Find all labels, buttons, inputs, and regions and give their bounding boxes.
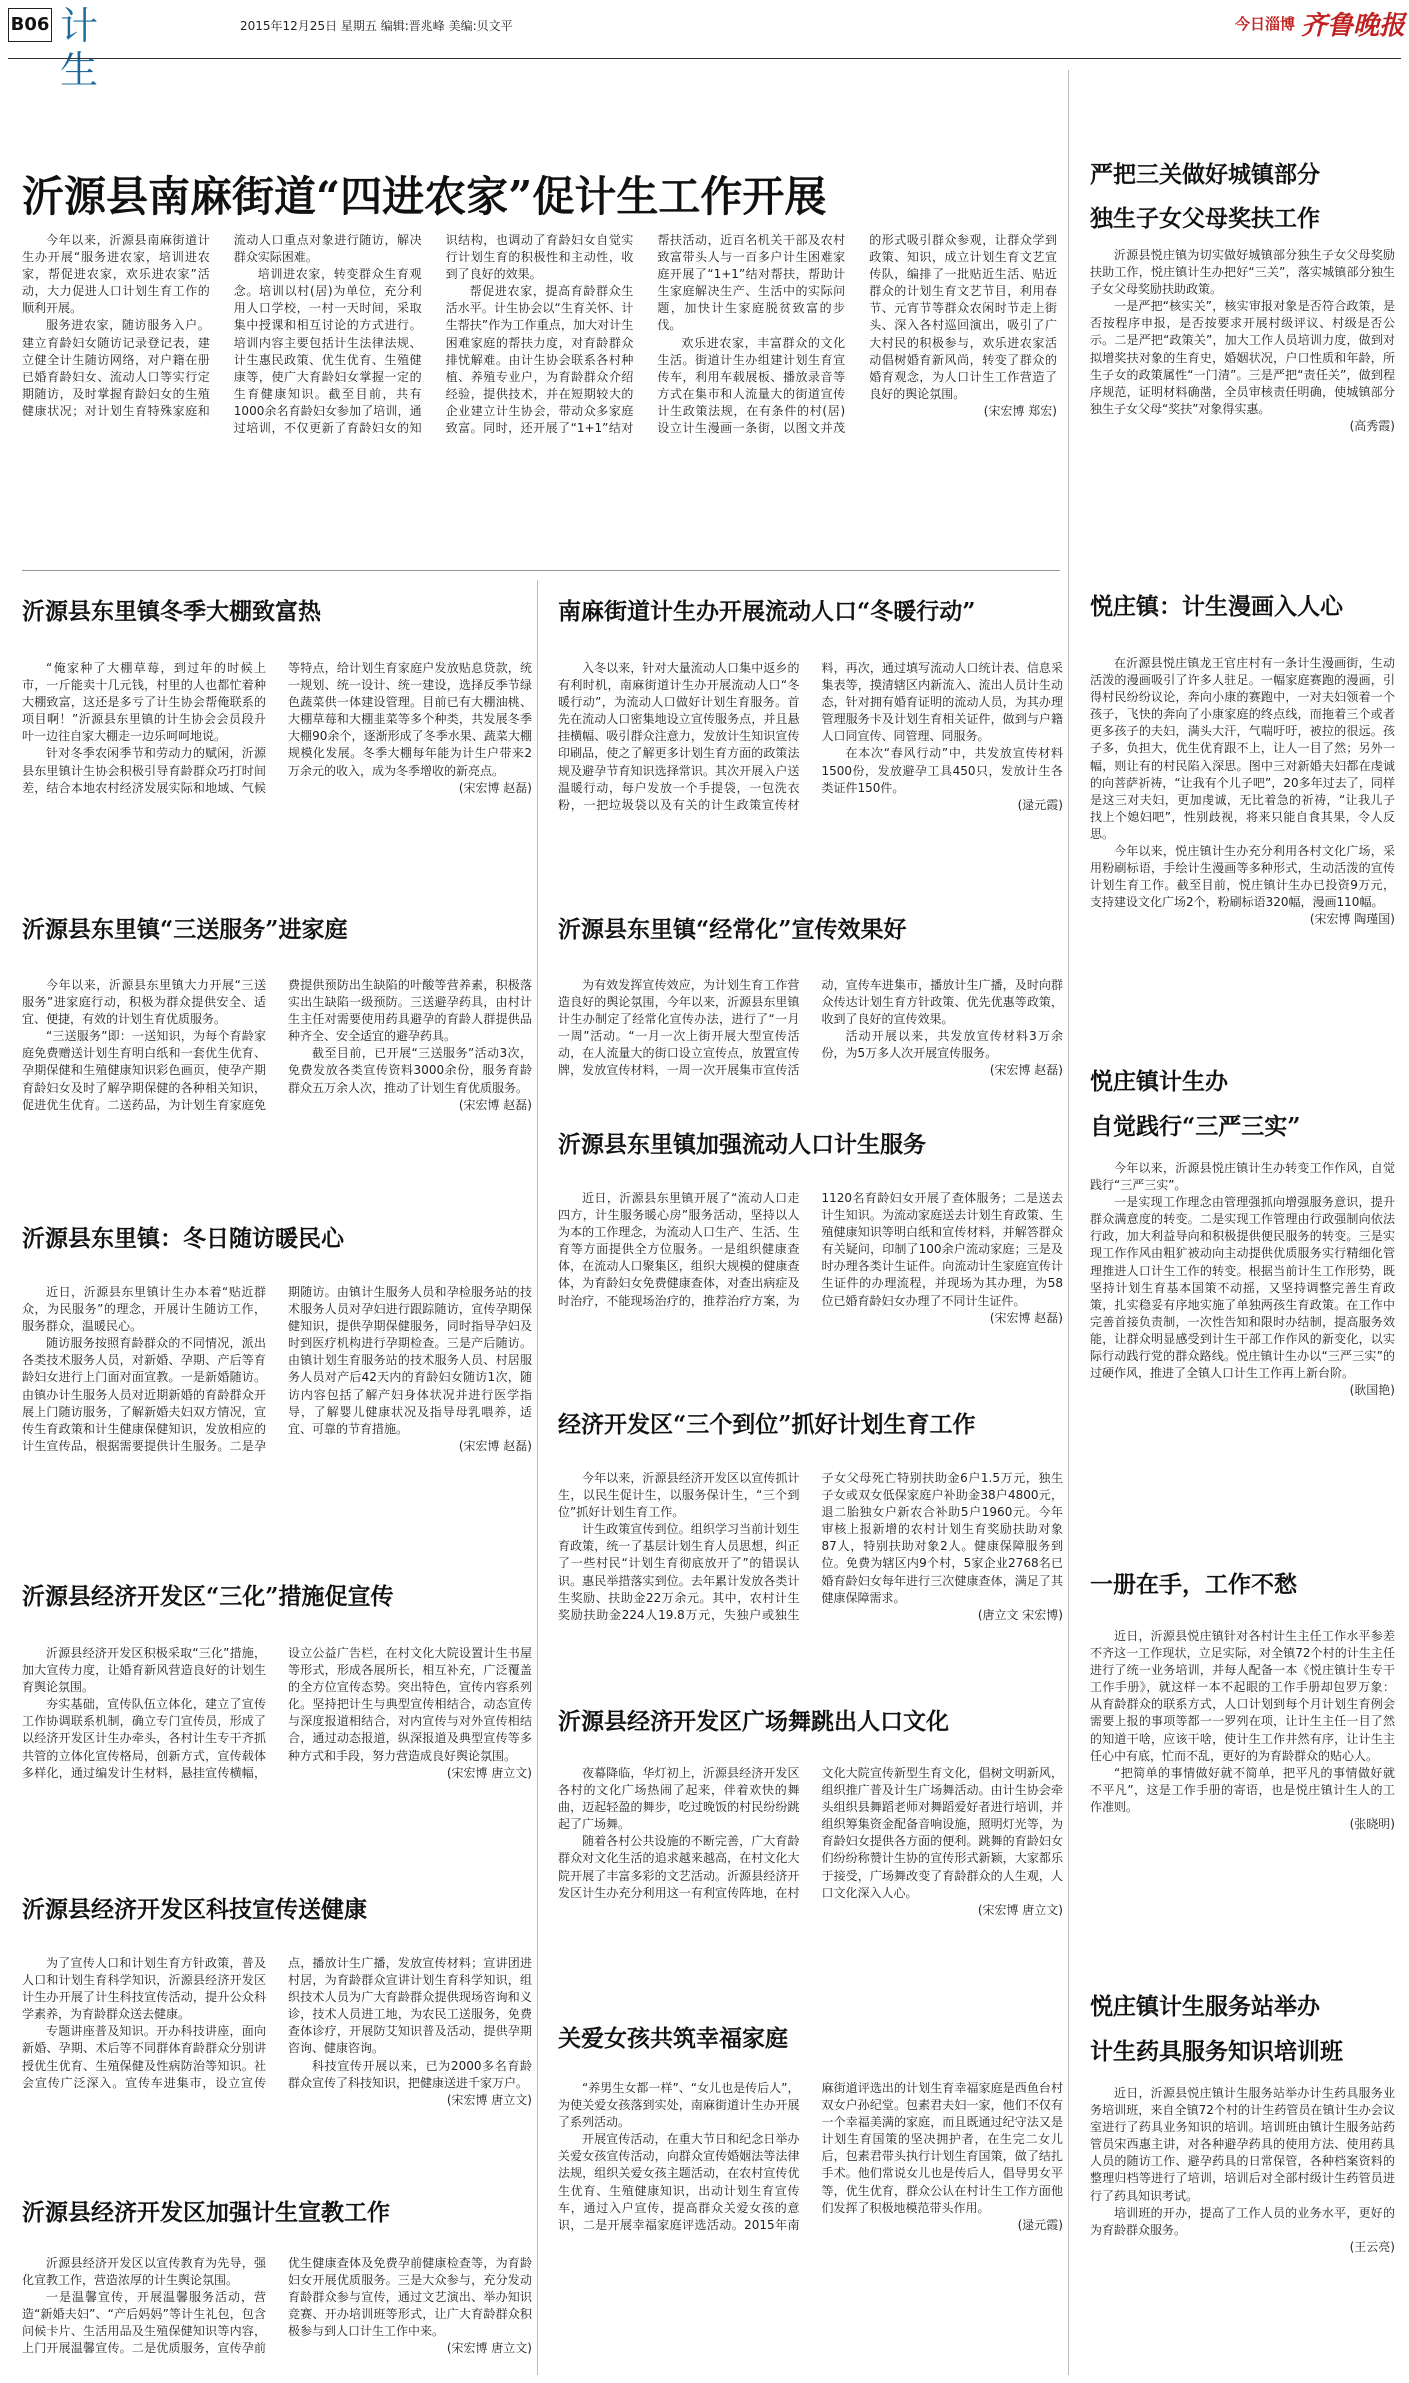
paragraph: 夜幕降临，华灯初上，沂源县经济开发区各村的文化广场热闹了起来，伴着欢快的舞曲，迈起轻盈的舞步，吃过晚饭的村民纷纷跳起了广场舞。 xyxy=(558,1766,800,1832)
byline: (宋宏博 赵磊) xyxy=(458,1438,532,1453)
paragraph: 一是严把“核实关”，核实审报对象是否符合政策，是否按程序申报，是否按要求开展村级评议、村级是否公示。二是严把“政策关”，加大工作人员培训力度，做到对拟增奖扶对象的生育史，婚姻状况，户口性质和年龄，所生子女的政策属性“一门清”。三是严把“责任关”，做到程序规范，证明材料确凿，全员审核责任明确，使城镇部分独生子女父母“奖扶”对象得实惠。 xyxy=(1090,299,1395,416)
paragraph: 针对冬季农闲季节和劳动力的赋闲，沂源县东里镇计生协会积极引导育龄群众巧打时间差，结合本地农村经济发展实际和地域、气候等特点，给计划生育家庭户发放贴息贷款，统一规划、统一设计、统一建设，选择反季节绿色蔬菜供一体建设管理。目前已有大棚油桃、大棚草莓和大棚韭菜等多个种类，共发展冬季大棚90余个，逐渐形成了冬季水果、蔬菜大棚规模化发展。冬季大棚每年能为计生户带来2万余元的收入，成为冬季增收的新亮点。 xyxy=(22,661,532,795)
article-headline: 一册在手，工作不愁 xyxy=(1090,1571,1297,1598)
paragraph: 沂源县悦庄镇为切实做好城镇部分独生子女父母奖励扶助工作，悦庄镇计生办把好“三关”，落实城镇部分独生子女父母奖励扶助政策。 xyxy=(1090,248,1395,297)
article-body xyxy=(22,2255,532,2373)
right-column-separator xyxy=(1068,70,1069,2375)
page-number: B06 xyxy=(10,14,50,35)
byline: (宋宏博 唐立文) xyxy=(446,2092,532,2107)
lead-headline: 沂源县南麻街道“四进农家”促计生工作开展 xyxy=(22,172,827,221)
paragraph: 今年以来，沂源县南麻街道计生办开展“服务进农家，培训进农家，帮促进农家，欢乐进农家”活动，大力促进人口计划生育工作的顺利开展。 xyxy=(22,233,210,316)
paragraph: 欢乐进农家，丰富群众的文化生活。街道计生办组建计划生育宣传车，利用车载展板、播放录音等方式在集市和人流量大的街道宣传计生政策法规，在有条件的村(居)设立计生漫画一条街，以图文并茂的形式吸引群众参观，让群众学到政策、知识，成立计划生育文艺宣传队，编排了一批贴近生活、贴近群众的计划生育文艺节目，利用春节、元宵节等群众农闲时节走上街头、深入各村巡回演出，吸引了广大村民的积极参与，欢乐进农家活动倡树婚育新风尚，转变了群众的婚育观念，为人口计生工作营造了良好的舆论氛围。 xyxy=(657,233,1057,436)
section-rule xyxy=(22,570,1060,571)
byline: (耿国艳) xyxy=(1349,1383,1395,1398)
masthead-logo xyxy=(1175,8,1405,41)
paragraph: 夯实基础，宣传队伍立体化，建立了宣传工作协调联系机制，确立专门宣传员，形成了以经济开发区计生办牵头，各村计生专干齐抓共管的立体化宣传格局，创新方式，宣传载体多样化，通过编发计生材料，悬挂宣传横幅，设立公益广告栏，在村文化大院设置计生书屋等形式，形成各展所长，相互补充，广泛覆盖的全方位宣传态势。突出特色，宣传内容系列化。坚持把计生与典型宣传相结合，动态宣传与深度报道相结合，对内宣传与对外宣传相结合，通过动态报道，纵深报道及典型宣传等多种方式和手段，努力营造成良好舆论氛围。 xyxy=(22,1646,532,1780)
article-headline: 沂源县东里镇冬季大棚致富热 xyxy=(22,598,321,625)
paragraph: 在本次“春风行动”中，共发放宣传材料1500份，发放避孕工具450只，发放计生各类证件150件。 xyxy=(821,746,1063,795)
paragraph: 在沂源县悦庄镇龙王官庄村有一条计生漫画街，生动活泼的漫画吸引了许多人驻足。一幅家庭赛跑的漫画，引得村民纷纷议论，奔向小康的赛跑中，一对夫妇领着一个孩子，飞快的奔向了小康家庭的终点线，而拖着三个或者更多孩子的夫妇，满头大汗，气喘吁吁，被拉的很远。孩子多，负担大，优生优育跟不上，让人一目了然；另外一幅，则让有的村民陷入深思。图中三对新婚夫妇都在虔诚的向菩萨祈祷，“让我有个儿子吧”，20多年过去了，同样是这三对夫妇，更加虔诚，无比着急的祈祷，“让我儿子找上个媳妇吧”，性别歧视，将来只能自食其果，令人反思。 xyxy=(1090,656,1395,841)
article-headline: 悦庄镇计生办 xyxy=(1090,1068,1228,1095)
article-body xyxy=(22,977,532,1189)
article-headline: 经济开发区“三个到位”抓好计划生育工作 xyxy=(558,1411,976,1438)
article-headline: 严把三关做好城镇部分 xyxy=(1090,161,1320,188)
paragraph: 一是实现工作理念由管理强抓向增强服务意识，提升群众满意度的转变。二是实现工作管理由行政强制向依法行政，加大利益导向和积极提供便民服务的转变。三是实现工作作风由粗犷被动向主动提供优质服务实行精细化管理推进人口计生工作的转变。根据当前计生工作形势，既坚持计划生育基本国策不动摇，又坚持调整完善生育政策，扎实稳妥有序地实施了单独两孩生育政策。在工作中完善首接负责制，一次性告知和限时办结制，提高服务效能，让群众明显感受到计生干部工作作风的新变化，以实际行动践行党的群众路线。悦庄镇计生办以“三严三实”的过硬作风，推进了全镇人口计生工作再上新台阶。 xyxy=(1090,1195,1395,1381)
brand-name: 齐鲁晚报 xyxy=(1300,10,1405,41)
article-body xyxy=(558,2080,1063,2372)
paragraph: 今年以来，沂源县悦庄镇计生办转变工作作风，自觉践行“三严三实”。 xyxy=(1090,1161,1395,1193)
issue-info: 2015年12月25日 星期五 编辑:晋兆峰 美编:贝文平 xyxy=(240,19,513,33)
article-body xyxy=(1090,1160,1395,1508)
article-body xyxy=(22,660,532,878)
paragraph: 一是温馨宣传，开展温馨服务活动，营造“新婚夫妇”、“产后妈妈”等计生礼包，包含问候卡片、生活用品及生殖保健知识等内容，上门开展温馨宣传。二是优质服务，宣传孕前优生健康查体及免费孕前健康检查等，为育龄妇女开展优质服务。三是大众参与，充分发动育龄群众参与宣传，通过文艺演出、举办知识竞赛、开办培训班等形式，让广大育龄群众积极参与到人口计生工作中来。 xyxy=(22,2256,532,2356)
byline: (宋宏博 赵磊) xyxy=(989,1063,1063,1078)
paragraph: “把简单的事情做好就不简单，把平凡的事情做好就不平凡”，这是工作手册的寄语，也是悦庄镇计生人的工作准则。 xyxy=(1090,1765,1395,1814)
paragraph: 今年以来，悦庄镇计生办充分利用各村文化广场，采用粉刷标语，手绘计生漫画等多种形式，生动活泼的宣传计划生育工作。截至目前，悦庄镇计生办已投资9万元，支持建设文化广场2个，粉刷标语320幅，漫画110幅。 xyxy=(1090,844,1395,910)
article-headline: 沂源县经济开发区“三化”措施促宣传 xyxy=(22,1583,394,1610)
paragraph: 为有效发挥宣传效应，为计划生育工作营造良好的舆论氛围，今年以来，沂源县东里镇计生办制定了经常化宣传办法，进行了“一月一周”活动。“一月一次上街开展大型宣传活动，在人流量大的街口设立宣传点，放置宣传牌，发放宣传材料，一周一次开展集市宣传活动，宣传车进集市，播放计生广播，及时向群众传达计划生育方针政策、优先优惠等政策，收到了良好的宣传效果。 xyxy=(558,978,1063,1078)
paragraph: 培训班的开办，提高了工作人员的业务水平，更好的为育龄群众服务。 xyxy=(1090,2205,1395,2237)
byline: (逯元霞) xyxy=(1017,797,1063,812)
paragraph: 截至目前，已开展“三送服务”活动3次，免费发放各类宣传资料3000余份，服务育龄群众五万余人次，推动了计划生育优质服务。 xyxy=(288,1046,532,1095)
byline: (宋宏博 郑宏) xyxy=(983,403,1057,418)
byline: (高秀霞) xyxy=(1349,418,1395,433)
paragraph: 入冬以来，针对大量流动人口集中返乡的有利时机，南麻街道计生办开展流动人口“冬暖行动”，为流动人口做好计划生育服务。首先在流动人口密集地设立宣传服务点，并且悬挂横幅、吸引群众注意力，发放计生知识宣传印刷品，使之了解更多计划生育方面的政策法规及避孕节育知识选择常识。其次开展入户送温暖行动，每户发放一个手提袋，一包洗衣粉，一把垃圾袋以及有关的计生政策宣传材料，再次，通过填写流动人口统计表、信息采集表等，摸清辖区内新流入、流出人员计生动态，针对拥有婚育证明的流动人员，为其办理管理服务卡及计划生育相关证件，做到与户籍人口同宣传、同管理、同服务。 xyxy=(558,661,1063,812)
paragraph: 近日，沂源县悦庄镇计生服务站举办计生药具服务业务培训班，来自全镇72个村的计生药管员在镇计生办会议室进行了药具业务知识的培训。培训班由镇计生服务站药管员宋西惠主讲，对各种避孕药具的使用方法、使用药具人员的随访工作、避孕药具的日常保管，各种档案资料的整理归档等进行了培训，培训后对全部村级计生药管员进行了药具知识考试。 xyxy=(1090,2086,1395,2203)
article-headline: 悦庄镇：计生漫画入人心 xyxy=(1090,593,1343,620)
article-body xyxy=(558,977,1063,1111)
article-headline: 悦庄镇计生服务站举办 xyxy=(1090,1993,1320,2020)
paragraph: 开展宣传活动，在重大节日和纪念日举办关爱女孩宣传活动，向群众宣传婚姻法等法律法规，组织关爱女孩主题活动，在农村宣传优生优育、生殖健康知识，出动计划生育宣传车，通过入户宣传，提高群众关爱女孩的意识，二是开展幸福家庭评选活动。2015年南麻街道评选出的计划生育幸福家庭是西鱼台村双女户孙纪堂。包素君夫妇一家，他们不仅有一个幸福美满的家庭，而且既通过纪守法又是计划生育国策的坚决拥护者，在生完二女儿后，包素君带头执行计划生育国策，做了结扎手术。他们常说女儿也是传后人，倡导男女平等，优生优育，群众公认在村计生工作方面他们发挥了积极地模范带头作用。 xyxy=(558,2081,1063,2232)
paragraph: 培训进农家，转变群众生育观念。培训以村(居)为单位，充分利用人口学校，一村一天时间，采取集中授课和相互讨论的方式进行。培训内容主要包括计生法律法规、计生惠民政策、优生优育、生殖健康等，使广大育龄妇女掌握一定的生育健康知识。截至目前，共有1000余名育龄妇女参加了培训，通过培训，不仅更新了育龄妇女的知识结构，也调动了育龄妇女自觉实行计划生育的积极性和主动性，收到了良好的效果。 xyxy=(233,233,634,436)
article-body xyxy=(558,1190,1063,1376)
lead-article-body xyxy=(22,232,1057,558)
article-headline: 沂源县东里镇“经常化”宣传效果好 xyxy=(558,916,907,943)
article-headline: 沂源县经济开发区广场舞跳出人口文化 xyxy=(558,1708,949,1735)
paragraph: 计生政策宣传到位。组织学习当前计划生育政策，统一了基层计划生育人员思想，纠正了一些村民“计划生育彻底放开了”的错误认识。惠民举措落实到位。去年累计发放各类计生奖励、扶助金22万余元。其中，农村计生奖励扶助金224人19.8万元，失独户或独生子女父母死亡特别扶助金6户1.5万元，独生子女或双女低保家庭户补助金38户4800元，退二胎独女户新农合补助5户1960元。今年审核上报新增的农村计划生育奖励扶助对象87人，特别扶助对象2人。健康保障服务到位。免费为辖区内9个村，5家企业2768名已婚育龄妇女每年进行三次健康查体，满足了其健康保障需求。 xyxy=(558,1471,1063,1622)
byline: (宋宏博 唐立文) xyxy=(446,2341,532,2356)
article-body xyxy=(1090,655,1395,1050)
byline: (宋宏博 唐立文) xyxy=(446,1765,532,1780)
brand-tag: 今日淄博 xyxy=(1234,14,1295,33)
paragraph: 沂源县经济开发区以宣传教育为先导，强化宣教工作，营造浓厚的计生舆论氛围。 xyxy=(22,2256,266,2288)
paragraph: 随访服务按照育龄群众的不同情况，派出各类技术服务人员，对新婚、孕期、产后等育龄妇女进行上门面对面宣教。一是新婚随访。由镇办计生服务人员对近期新婚的育龄群众开展上门随访服务，了解新婚夫妇双方情况，宣传生育政策和计生健康保健知识，发放相应的计生宣传品，根据需要提供计生服务。二是孕期随访。由镇计生服务人员和孕检服务站的技术服务人员对孕妇进行跟踪随访，宣传孕期保健知识，提供孕期保健服务，同时指导孕妇及时到医疗机构进行孕期检查。三是产后随访。由镇计划生育服务站的技术服务人员、村居服务人员对产后42天内的育龄妇女随访1次，随访内容包括了解产妇身体状况并进行医学指导，了解婴儿健康状况及指导母乳喂养，适宜、可靠的节育措施。 xyxy=(22,1285,532,1453)
paragraph: 近日，沂源县东里镇开展了“流动人口走四方，计生服务暖心房”服务活动，坚持以人为本的工作理念，为流动人口生产、生活、生育等方面提供全方位服务。一是组织健康查体，在流动人口聚集区，组织大规模的健康查体，为育龄妇女免费健康查体，对查出病症及时治疗，不能现场治疗的，推荐治疗方案，为1120名育龄妇女开展了查体服务；二是送去计生知识。为流动家庭送去计划生育政策、生殖健康知识等明白纸和宣传材料，并解答群众有关疑问，印制了100余户流动家庭；三是及时办理各类计生证件。向流动计生家庭宣传计生证件的办理流程，并现场为其办理，为58位已婚育龄妇女办理了不同计生证件。 xyxy=(558,1191,1063,1308)
article-headline: 沂源县东里镇：冬日随访暖民心 xyxy=(22,1225,344,1252)
article-body xyxy=(558,1470,1063,1670)
middle-column-separator xyxy=(537,580,538,2375)
article-headline: 独生子女父母奖扶工作 xyxy=(1090,205,1320,232)
byline: (宋宏博 唐立文) xyxy=(977,1902,1063,1917)
paragraph: 为了宣传人口和计划生育方针政策，普及人口和计划生育科学知识，沂源县经济开发区计生办开展了计生科技宣传活动，提升公众科学素养，为育龄群众送去健康。 xyxy=(22,1956,266,2022)
page-number-box xyxy=(8,8,52,42)
article-headline: 沂源县东里镇“三送服务”进家庭 xyxy=(22,916,348,943)
byline: (宋宏博 赵磊) xyxy=(458,780,532,795)
article-body xyxy=(1090,247,1395,563)
paragraph: 服务进农家，随访服务入户。建立育龄妇女随访记录登记表，建立健全计生随访网络，对户籍在册已婚育龄妇女、流动人口等实行定期随访，及时掌握育龄妇女的生殖健康状况；对计划生育特殊家庭和流动人口重点对象进行随访，解决群众实际困难。 xyxy=(22,233,422,418)
article-headline: 沂源县经济开发区加强计生宣教工作 xyxy=(22,2199,390,2226)
article-headline: 沂源县经济开发区科技宣传送健康 xyxy=(22,1896,367,1923)
byline: (宋宏博 陶瑾国) xyxy=(1309,912,1395,927)
paragraph: 随着各村公共设施的不断完善，广大育龄群众对文化生活的追求越来越高，在村文化大院开展了丰富多彩的文艺活动。沂源县经济开发区计生办充分利用这一有利宣传阵地，在村文化大院宣传新型生育文化，倡树文明新风，组织推广普及计生广场舞活动。由计生协会牵头组织县舞蹈老师对舞蹈爱好者进行培训，并组织筹集资金配备音响设施，照明灯光等，为育龄妇女提供各方面的便利。跳舞的育龄妇女们纷纷称赞计生协的宣传形式新颖，大家都乐于接受，广场舞改变了育龄群众的人生观，人口文化深入人心。 xyxy=(558,1766,1063,1900)
byline: (宋宏博 赵磊) xyxy=(458,1097,532,1112)
article-body xyxy=(558,1765,1063,1985)
paragraph: 帮促进农家，提高育龄群众生活水平。计生协会以“生育关怀、计生帮扶”作为工作重点，加大对计生困难家庭的帮扶力度，对育龄群众排忧解难。由计生协会联系各村种植、养殖专业户，为育龄群众介绍经验，提供技术，并在短期较大的企业建立计生协会，带动众多家庭致富。同时，还开展了“1+1”结对帮扶活动，近百名机关干部及农村致富带头人与一百多户计生困难家庭开展了“1+1”结对帮扶，帮助计生家庭解决生产、生活中的实际问题，加快计生家庭脱贫致富的步伐。 xyxy=(445,233,846,436)
paragraph: “俺家种了大棚草莓，到过年的时候上市，一斤能卖十几元钱，村里的人也都忙着种大棚致富，这还是多亏了计生协会帮俺联系的项目啊！”沂源县东里镇的计生协会会员段升叶一边往自家大棚走一边乐呵呵地说。 xyxy=(22,661,266,744)
paragraph: “养男生女都一样”、“女儿也是传后人”，为使关爱女孩落到实处，南麻街道计生办开展了系列活动。 xyxy=(558,2081,800,2130)
article-body xyxy=(22,1645,532,1863)
article-headline: 自觉践行“三严三实” xyxy=(1090,1113,1301,1140)
paragraph: 沂源县经济开发区积极采取“三化”措施，加大宣传力度，让婚育新风营造良好的计划生育舆论氛围。 xyxy=(22,1646,266,1695)
article-body xyxy=(558,660,1063,878)
header-rule xyxy=(8,58,1401,59)
paragraph: 活动开展以来，共发放宣传材料3万余份，为5万多人次开展宣传服务。 xyxy=(821,1029,1063,1061)
section-title: 计生 xyxy=(60,4,99,92)
article-headline: 计生药具服务知识培训班 xyxy=(1090,2038,1343,2065)
paragraph: “三送服务”即：一送知识，为每个育龄家庭免费赠送计划生育明白纸和一套优生优育、孕期保健和生殖健康知识彩色画页，使孕产期育龄妇女及时了解孕期保健的各种相关知识，促进优生优育。二送药品，为计划生育家庭免费提供预防出生缺陷的叶酸等营养素，积极落实出生缺陷一级预防。三送避孕药具，由村计生主任对需要使用药具避孕的育龄人群提供品种齐全、安全适宜的避孕药具。 xyxy=(22,978,532,1112)
paragraph: 近日，沂源县东里镇计生办本着“贴近群众，为民服务”的理念，开展计生随访工作，服务群众，温暖民心。 xyxy=(22,1285,266,1334)
paragraph: 近日，沂源县悦庄镇针对各村计生主任工作水平参差不齐这一工作现状，立足实际，对全镇72个村的计生主任进行了统一业务培训，并每人配备一本《悦庄镇计生专干工作手册》，就这样一本不起眼的工作手册却包罗万象：从育龄群众的联系方式，人口计划到每个月计划生育例会需要上报的事项等都一一罗列在项，让计生主任一目了然的知道干啥，应该干啥，使计生工作井然有序，让计生主任心中有底，忙而不乱，更好的为育龄群众的贴心人。 xyxy=(1090,1629,1395,1763)
article-body xyxy=(1090,1628,1395,1953)
paragraph: 科技宣传开展以来，已为2000多名育龄群众宣传了科技知识，把健康送进千家万户。 xyxy=(288,2058,532,2090)
byline: (逯元霞) xyxy=(1017,2217,1063,2232)
article-body xyxy=(22,1955,532,2161)
byline: (宋宏博 赵磊) xyxy=(989,1310,1063,1325)
byline: (张晓明) xyxy=(1349,1817,1395,1832)
article-headline: 沂源县东里镇加强流动人口计生服务 xyxy=(558,1131,926,1158)
byline: (王云亮) xyxy=(1349,2239,1395,2254)
paragraph: 专题讲座普及知识。开办科技讲座，面向新婚、孕期、术后等不同群体育龄群众分别讲授优生优育、生殖保健及性病防治等知识。社会宣传广泛深入。宣传车进集市，设立宣传点，播放计生广播，发放宣传材料；宣讲团进村居，为育龄群众宣讲计划生育科学知识，组织技术人员为广大育龄群众提供现场咨询和义诊，技术人员进工地，为农民工送服务，免费查体诊疗，开展防艾知识普及活动，提供孕期咨询、健康咨询。 xyxy=(22,1956,532,2090)
paragraph: 今年以来，沂源县东里镇大力开展“三送服务”进家庭行动，积极为群众提供安全、适宜、便捷，有效的计划生育优质服务。 xyxy=(22,978,266,1027)
article-headline: 南麻街道计生办开展流动人口“冬暖行动” xyxy=(558,598,976,625)
article-headline: 关爱女孩共筑幸福家庭 xyxy=(558,2025,788,2052)
byline: (唐立文 宋宏博) xyxy=(977,1607,1063,1622)
article-body xyxy=(1090,2085,1395,2375)
article-body xyxy=(22,1284,532,1546)
paragraph: 今年以来，沂源县经济开发区以宣传抓计生，以民生促计生，以服务保计生，“三个到位”抓好计划生育工作。 xyxy=(558,1471,800,1520)
